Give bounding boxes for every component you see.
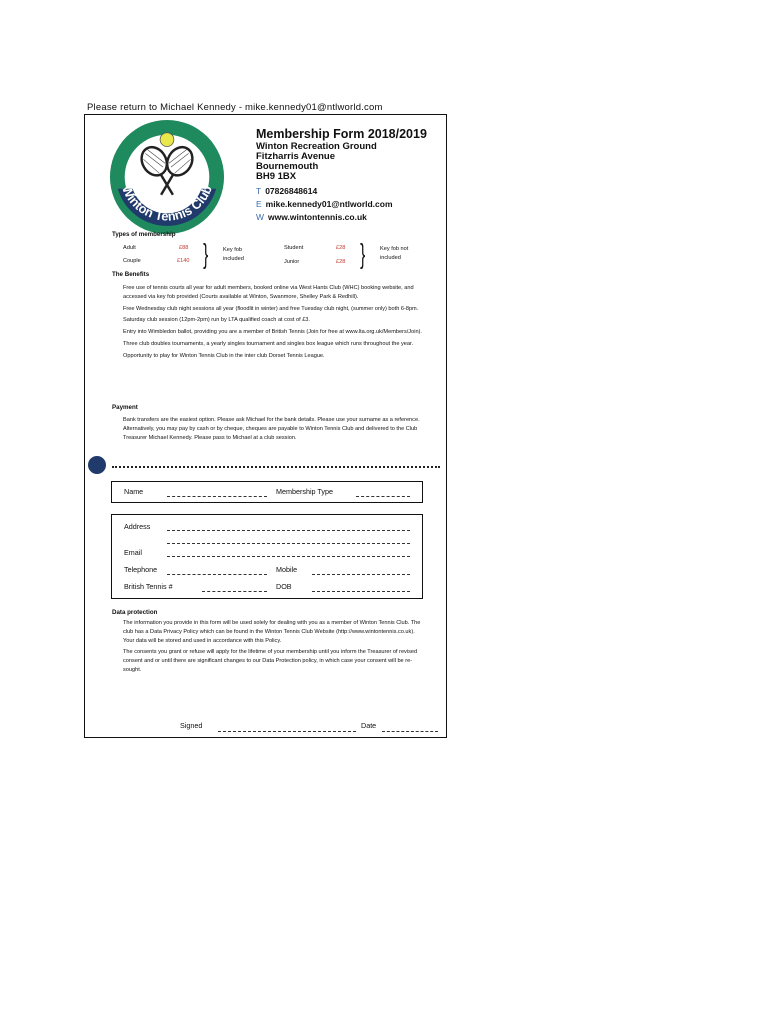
contact-email: E mike.kennedy01@ntlworld.com — [256, 199, 393, 209]
benefit-item: Saturday club session (12pm-2pm) run by LTA qualified coach at cost of £3. — [123, 317, 310, 324]
brace: } — [203, 238, 209, 269]
date-label: Date — [361, 721, 377, 730]
telephone-field[interactable] — [167, 574, 267, 575]
form-title: Membership Form 2018/2019 — [256, 127, 427, 141]
membership-heading: Types of membership — [112, 231, 176, 238]
email-field[interactable] — [167, 556, 410, 557]
brace: } — [360, 238, 366, 269]
mobile-label: Mobile — [276, 565, 298, 574]
benefit-item: Three club doubles tournaments, a yearly singles tournament and singles box league which runs throughout the year. — [123, 340, 414, 347]
membership-type-label: Membership Type — [276, 487, 333, 496]
benefit-item: Entry into Wimbledon ballot, providing you are a member of British Tennis (Join for free at www.lta.org.uk/Members/Join). — [123, 329, 422, 336]
keyfob-not-included: Key fob not included — [380, 246, 409, 261]
address-line: Winton Recreation Ground — [256, 141, 377, 152]
address-label: Address — [124, 522, 151, 531]
address-line: Fitzharris Avenue — [256, 151, 336, 162]
keyfob-included: Key fob included — [223, 247, 244, 262]
benefits-heading: The Benefits — [112, 271, 150, 278]
benefits-list — [123, 284, 423, 364]
contact-website: W www.wintontennis.co.uk — [256, 212, 367, 222]
couple-price: £140 — [177, 258, 190, 264]
address-line: BH9 1BX — [256, 171, 297, 182]
benefit-item: Opportunity to play for Winton Tennis Club in the inter club Dorset Tennis League. — [123, 352, 325, 359]
email-label: Email — [124, 548, 142, 557]
couple-label: Couple — [123, 258, 141, 264]
junior-price: £28 — [336, 259, 346, 265]
data-protection-text — [123, 619, 423, 678]
return-instruction: Please return to Michael Kennedy - mike.kennedy01@ntlworld.com — [87, 102, 383, 113]
telephone-label: Telephone — [124, 565, 158, 574]
benefit-item: Free use of tennis courts all year for adult members, booked online via West Hants Club (WHC) booking website, and accessed via key fob provided (Courts available at Winton, Swanmore, Shelley Park & Redhill). — [123, 285, 414, 300]
address-line: Bournemouth — [256, 161, 319, 172]
signed-label: Signed — [180, 721, 203, 730]
cut-line — [112, 466, 440, 468]
student-price: £28 — [336, 245, 346, 251]
dob-label: DOB — [276, 582, 292, 591]
contact-phone: T 07826848614 — [256, 186, 318, 196]
british-tennis-label: British Tennis # — [124, 582, 173, 591]
student-label: Student — [284, 245, 304, 251]
membership-type-field[interactable] — [356, 496, 410, 497]
logo-text: Winton Tennis Club — [118, 182, 215, 224]
date-field[interactable] — [382, 731, 438, 732]
data-protection-paragraph: The information you provide in this form will be used solely for dealing with you as a member of Winton Tennis Club. The club has a Data Privacy Policy which can be found in the Winton Tennis Club Website (http://www.wintontennis.co.uk). Your data will be stored and used in accordance with this Policy. — [123, 620, 421, 644]
adult-price: £88 — [179, 245, 189, 251]
address-field-2[interactable] — [167, 543, 410, 544]
address-field[interactable] — [167, 530, 410, 531]
british-tennis-field[interactable] — [202, 591, 267, 592]
signature-field[interactable] — [218, 731, 356, 732]
dob-field[interactable] — [312, 591, 410, 592]
name-label: Name — [124, 487, 144, 496]
payment-text: Bank transfers are the easiest option. Please ask Michael for the bank details. Please use your surname as a reference. Alternatively, you may pay by cash or by cheque, cheques are payable to Winton Tennis Club and delivered to the Club Treasurer Michael Kennedy. Please pass to Michael at a club session. — [123, 417, 420, 441]
junior-label: Junior — [284, 259, 300, 265]
scissors-icon — [88, 456, 106, 474]
name-box — [111, 481, 423, 503]
data-protection-paragraph: The consents you grant or refuse will apply for the lifetime of your membership until you inform the Treasurer of revised consent and or until there are significant changes to our Data Protection policy, in which case your consent will be re-sought. — [123, 649, 418, 673]
benefit-item: Free Wednesday club night sessions all year (floodlit in winter) and free Tuesday club night, (summer only) both 6-8pm. — [123, 305, 419, 312]
club-logo — [108, 118, 226, 236]
payment-heading: Payment — [112, 404, 138, 411]
mobile-field[interactable] — [312, 574, 410, 575]
name-field[interactable] — [167, 496, 267, 497]
data-protection-heading: Data protection — [112, 609, 158, 616]
adult-label: Adult — [123, 245, 136, 251]
